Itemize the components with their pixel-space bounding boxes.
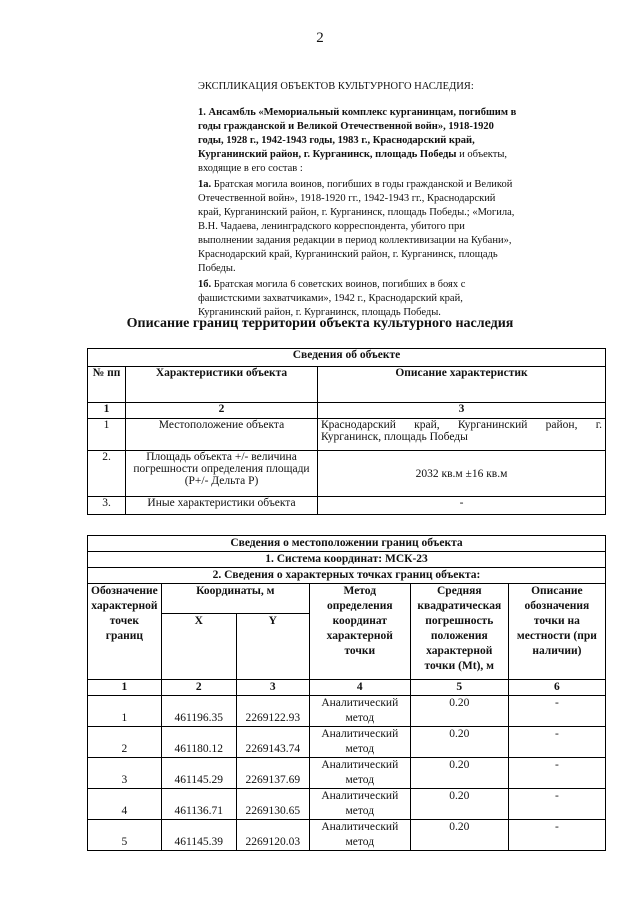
coordinate-system: 1. Система координат: МСК-23 [88,552,606,568]
point-description: - [508,789,605,820]
explication-item-1a [198,178,518,276]
point-id: 4 [88,789,162,820]
header-description: Описание характеристик [318,367,606,403]
table-row [88,727,606,758]
header-method: Метод определения координат характерной точки [309,584,410,680]
point-id: 1 [88,696,162,727]
item-1-title: 1. Ансамбль «Мемориальный комплекс курганинцам, погибшим в годы гражданской и Великой Отечественной войн», 1918-1920 годы, 1928 г., 1942-1943 годы, 1983 г., Краснодарский край, Курганинский район, г. Курганинск, площадь Победы [198,107,517,160]
header-num: № пп [88,367,126,403]
error: 0.20 [410,758,508,789]
coord-x: 461180.12 [161,727,236,758]
column-number: 2 [161,680,236,696]
row-num: 1 [88,419,126,451]
row-num: 3. [88,497,126,515]
column-number: 3 [236,680,309,696]
header-x: X [161,614,236,680]
column-number: 1 [88,403,126,419]
table-row [88,419,606,451]
error: 0.20 [410,820,508,851]
point-description: - [508,696,605,727]
point-description: - [508,758,605,789]
coord-x: 461196.35 [161,696,236,727]
header-error: Средняя квадратическая погрешность положения характерной точки (Mt), м [410,584,508,680]
object-info-title: Сведения об объекте [88,349,606,367]
coord-x: 461145.39 [161,820,236,851]
header-point: Обозначение характерной точек границ [88,584,162,680]
point-id: 3 [88,758,162,789]
explication-heading: ЭКСПЛИКАЦИЯ ОБЪЕКТОВ КУЛЬТУРНОГО НАСЛЕДИЯ: [198,81,474,92]
coord-y: 2269137.69 [236,758,309,789]
row-value: 2032 кв.м ±16 кв.м [318,451,606,497]
header-description: Описание обозначения точки на местности (при наличии) [508,584,605,680]
points-subtitle: 2. Сведения о характерных точках границ объекта: [88,568,606,584]
column-number: 1 [88,680,162,696]
table-row [88,758,606,789]
coord-y: 2269120.03 [236,820,309,851]
page-number: 2 [316,30,324,46]
table-row [88,451,606,497]
row-value: - [318,497,606,515]
coord-x: 461145.29 [161,758,236,789]
coord-y: 2269122.93 [236,696,309,727]
method: Аналитический метод [309,789,410,820]
section-title: Описание границ территории объекта культурного наследия [126,316,514,331]
row-value: Краснодарский край, Курганинский район, г. Курганинск, площадь Победы [318,419,606,451]
item-1a-label: 1а. [198,179,212,190]
error: 0.20 [410,727,508,758]
explication-item-1b [198,278,518,320]
error: 0.20 [410,789,508,820]
column-number: 6 [508,680,605,696]
method: Аналитический метод [309,727,410,758]
row-name: Иные характеристики объекта [126,497,318,515]
object-info-table [87,348,606,515]
method: Аналитический метод [309,696,410,727]
method: Аналитический метод [309,820,410,851]
header-y: Y [236,614,309,680]
method: Аналитический метод [309,758,410,789]
item-1a-text: Братская могила воинов, погибших в годы гражданской и Великой Отечественной войн», 1918-1920 гг., 1942-1943 гг., Краснодарский край, Курганинский район, г. Курганинск, площадь Победы.; «Могила, В.Н. Чадаева, ленинградского корреспондента, убитого при выполнении задания редакции в период коллективизации на Кубани», Краснодарский край, Курганинский район, г. Курганинск, площадь Победы. [198,179,515,274]
row-name: Местоположение объекта [126,419,318,451]
explication-item-1 [198,106,518,176]
column-number: 4 [309,680,410,696]
coord-y: 2269130.65 [236,789,309,820]
item-1b-label: 1б. [198,279,212,290]
row-name: Площадь объекта +/- величина погрешности определения площади (Р+/- Дельта Р) [126,451,318,497]
table-row [88,789,606,820]
column-number: 5 [410,680,508,696]
header-characteristic: Характеристики объекта [126,367,318,403]
table-row [88,497,606,515]
point-id: 5 [88,820,162,851]
column-number: 2 [126,403,318,419]
coord-x: 461136.71 [161,789,236,820]
table-row [88,696,606,727]
item-1-rest: и объекты, входящие в его состав : [198,149,508,174]
explication-block [198,80,518,320]
location-info-title: Сведения о местоположении границ объекта [88,536,606,552]
point-description: - [508,820,605,851]
header-coordinates: Координаты, м [161,584,309,614]
boundary-points-table [87,535,606,851]
point-id: 2 [88,727,162,758]
item-1b-text: Братская могила 6 советских воинов, погибших в боях с фашистскими захватчиками», 1942 г., Краснодарский край, Курганинский район, г. Курганинск, площадь Победы. [198,279,466,318]
coord-y: 2269143.74 [236,727,309,758]
table-row [88,820,606,851]
column-number: 3 [318,403,606,419]
error: 0.20 [410,696,508,727]
row-num: 2. [88,451,126,497]
point-description: - [508,727,605,758]
